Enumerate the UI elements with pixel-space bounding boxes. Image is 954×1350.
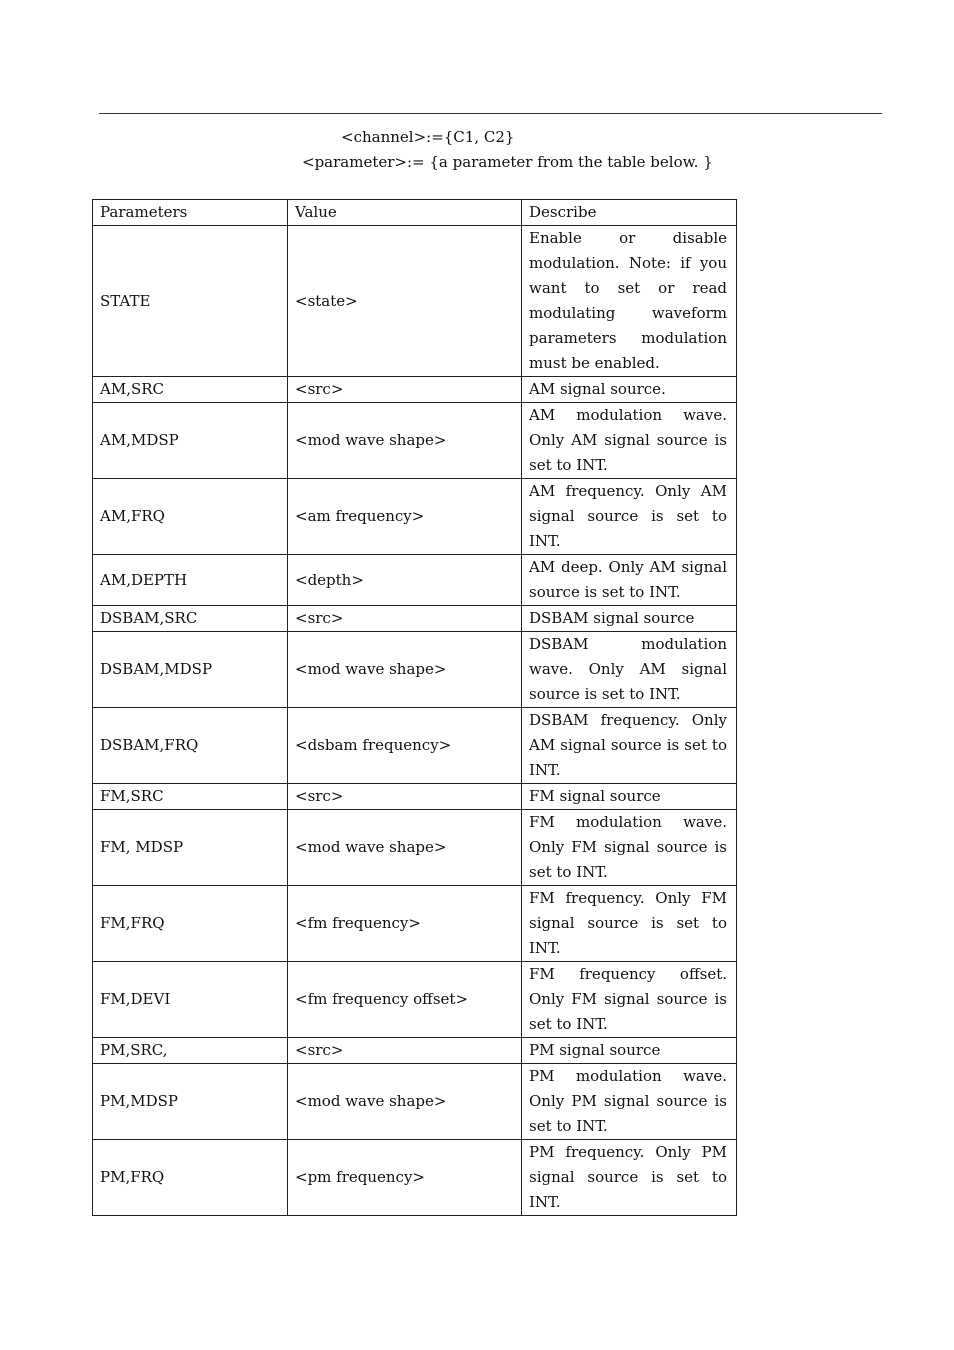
cell-describe: PM modulation wave. Only PM signal source is set to INT. [522, 1064, 737, 1140]
cell-parameter: DSBAM,MDSP [93, 632, 288, 708]
cell-parameter: DSBAM,FRQ [93, 708, 288, 784]
cell-value: <fm frequency> [288, 886, 522, 962]
table-row [93, 962, 737, 1038]
cell-describe: DSBAM frequency. Only AM signal source is set to INT. [522, 708, 737, 784]
cell-parameter: PM,MDSP [93, 1064, 288, 1140]
cell-value: <src> [288, 606, 522, 632]
cell-value: <depth> [288, 555, 522, 606]
table-row [93, 1038, 737, 1064]
cell-describe: AM modulation wave. Only AM signal source is set to INT. [522, 403, 737, 479]
cell-describe: PM frequency. Only PM signal source is set to INT. [522, 1140, 737, 1216]
table-row [93, 1140, 737, 1216]
header-rule [99, 113, 882, 114]
cell-value: <mod wave shape> [288, 810, 522, 886]
cell-parameter: AM,DEPTH [93, 555, 288, 606]
cell-value: <mod wave shape> [288, 632, 522, 708]
table-row [93, 226, 737, 377]
table-row [93, 606, 737, 632]
table-row [93, 708, 737, 784]
cell-value: <am frequency> [288, 479, 522, 555]
table-row [93, 632, 737, 708]
cell-value: <state> [288, 226, 522, 377]
cell-parameter: FM, MDSP [93, 810, 288, 886]
cell-parameter: AM,MDSP [93, 403, 288, 479]
parameter-table [92, 199, 737, 1216]
cell-value: <src> [288, 1038, 522, 1064]
cell-value: <mod wave shape> [288, 1064, 522, 1140]
cell-value: <src> [288, 377, 522, 403]
parameter-definition: <parameter>:= {a parameter from the table below. } [302, 153, 713, 171]
cell-value: <src> [288, 784, 522, 810]
cell-describe: AM deep. Only AM signal source is set to INT. [522, 555, 737, 606]
table-row [93, 479, 737, 555]
cell-describe: DSBAM signal source [522, 606, 737, 632]
cell-value: <mod wave shape> [288, 403, 522, 479]
cell-value: <pm frequency> [288, 1140, 522, 1216]
table-header-row [93, 200, 737, 226]
cell-parameter: DSBAM,SRC [93, 606, 288, 632]
table-row [93, 784, 737, 810]
table-row [93, 403, 737, 479]
cell-describe: AM frequency. Only AM signal source is set to INT. [522, 479, 737, 555]
header-value: Value [288, 200, 522, 226]
cell-parameter: PM,FRQ [93, 1140, 288, 1216]
table-row [93, 555, 737, 606]
cell-value: <dsbam frequency> [288, 708, 522, 784]
cell-describe: FM modulation wave. Only FM signal source is set to INT. [522, 810, 737, 886]
cell-parameter: FM,FRQ [93, 886, 288, 962]
cell-describe: Enable or disable modulation. Note: if you want to set or read modulating waveform parameters modulation must be enabled. [522, 226, 737, 377]
table-row [93, 810, 737, 886]
cell-describe: FM frequency. Only FM signal source is set to INT. [522, 886, 737, 962]
header-parameters: Parameters [93, 200, 288, 226]
table-row [93, 1064, 737, 1140]
cell-parameter: FM,DEVI [93, 962, 288, 1038]
cell-parameter: FM,SRC [93, 784, 288, 810]
cell-parameter: AM,SRC [93, 377, 288, 403]
header-describe: Describe [522, 200, 737, 226]
cell-value: <fm frequency offset> [288, 962, 522, 1038]
table-row [93, 377, 737, 403]
cell-parameter: AM,FRQ [93, 479, 288, 555]
cell-describe: PM signal source [522, 1038, 737, 1064]
table-body [93, 226, 737, 1216]
cell-parameter: STATE [93, 226, 288, 377]
cell-describe: AM signal source. [522, 377, 737, 403]
channel-definition: <channel>:={C1, C2} [341, 128, 515, 146]
cell-describe: DSBAM modulation wave. Only AM signal source is set to INT. [522, 632, 737, 708]
table-row [93, 886, 737, 962]
cell-describe: FM frequency offset. Only FM signal source is set to INT. [522, 962, 737, 1038]
cell-parameter: PM,SRC, [93, 1038, 288, 1064]
cell-describe: FM signal source [522, 784, 737, 810]
